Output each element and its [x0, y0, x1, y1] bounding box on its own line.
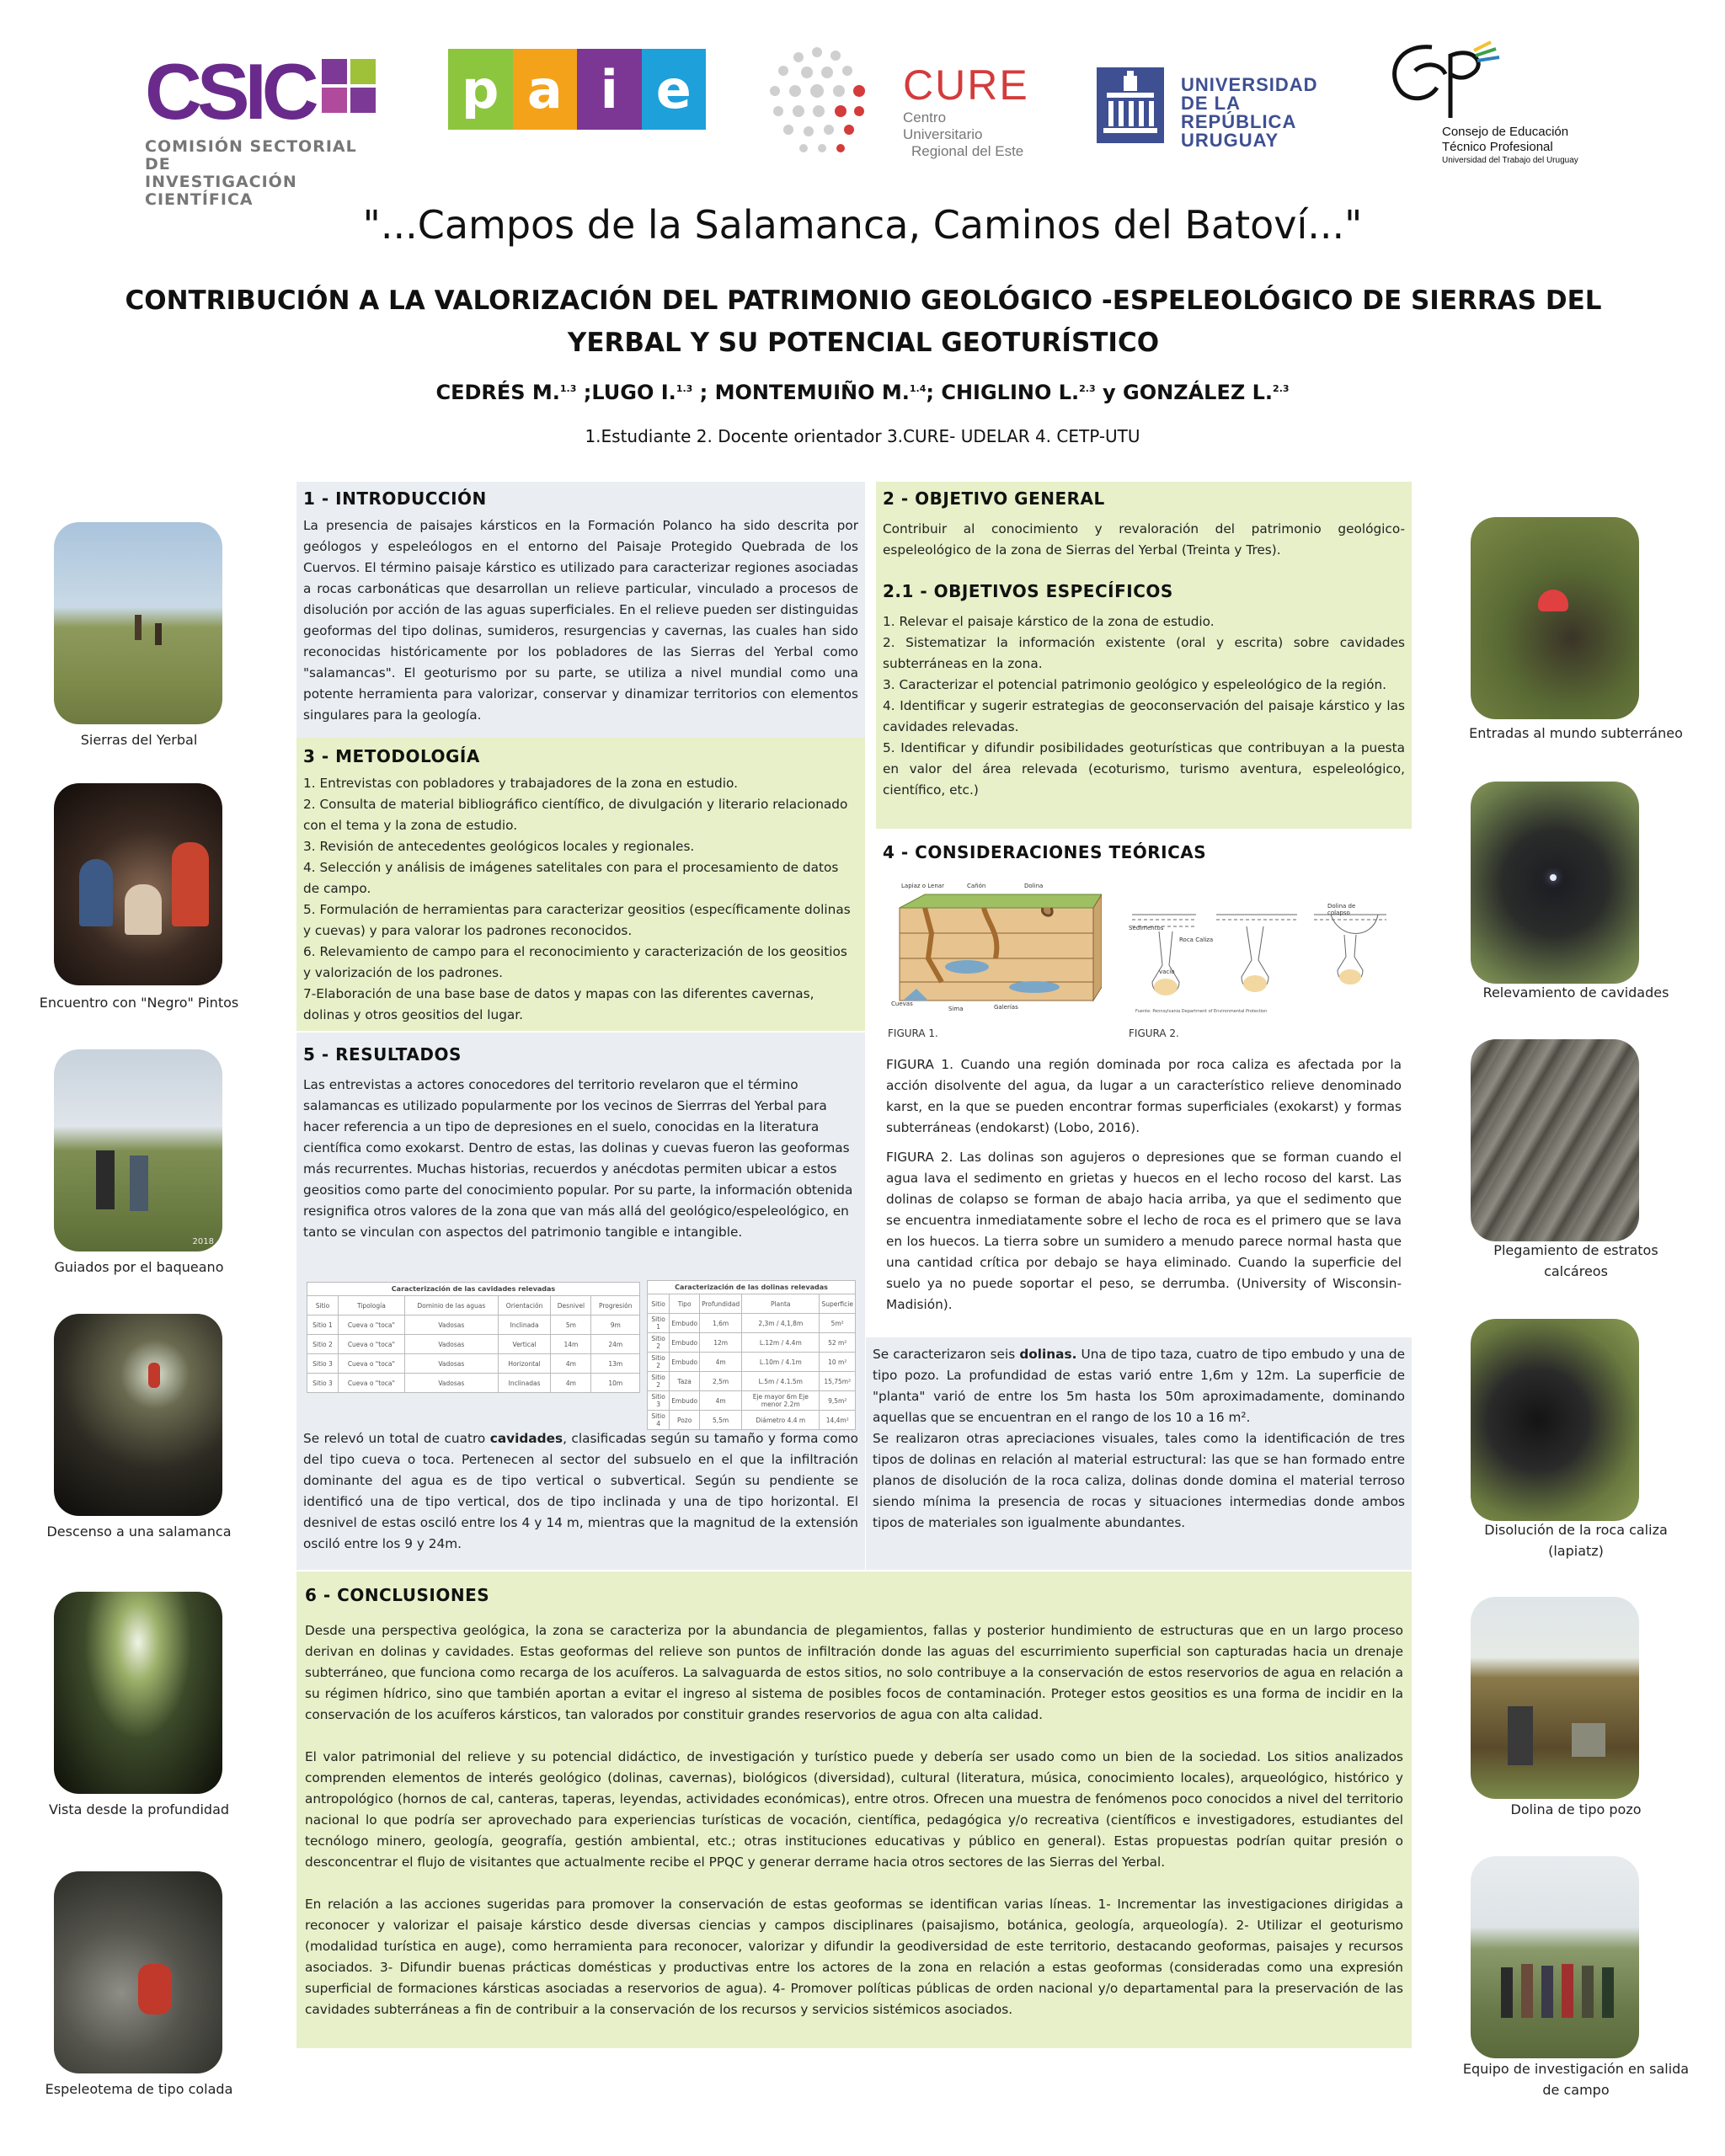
figure-label: Galerías	[994, 1004, 1018, 1011]
table-cell: Pozo	[670, 1411, 700, 1430]
photo-caption: Vista desde la profundidad	[48, 1801, 230, 1817]
table-cell: Sitio 3	[307, 1354, 339, 1374]
photo-date-stamp: 2018	[192, 1237, 214, 1246]
table-cell: 2,5m	[700, 1372, 742, 1391]
methodology-item: 5. Formulación de herramientas para caracterizar geositios (específicamente dolinas y cuevas) y para valorar los padrones reconocidos.	[303, 902, 851, 938]
table-cell: 15,75m²	[820, 1372, 856, 1391]
conclusions-paragraph: Desde una perspectiva geológica, la zona se caracteriza por la abundancia de plegamientos, fallas y posterior hundimiento de estructuras que en un largo proceso derivan en dolinas y cavidades. Estas geoformas del relieve son puntos de infiltración donde las aguas del escurrimiento superficial son capturadas hacia un drenaje subterráneo, que funciona como recarga de los acuíferos. La salvaguarda de estos sitios, no solo contribuye a la conservación de estos reservorios de agua en relación a su régimen hídrico, sino que también aportan a evitar el ingreso al sistema de posibles focos de contaminación. Proteger estos geositios es una forma de incidir en la conservación de los acuíferos kársticos, tan valorados por constituir grandes reservorios de agua con alta calidad.	[305, 1623, 1403, 1722]
results-text: Las entrevistas a actores conocedores del territorio revelaron que el término salamancas es utilizado popularmente por los vecinos de Sierrras del Yerbal para hacer referencia a un tipo de depresiones en el suelo, conocidas en la literatura científica como exokarst. Dentro de estas, las dolinas y cuevas fueron las geoformas más recurrentes. Muchas historias, recuerdos y anécdotas permiten ubicar a estos geositios como parte del conocimiento popular. Por su parte, la información obtenida resignifica otros valores de la zona que van más allá del geológico/espeleológico, en tanto se vinculan con aspectos del patrimonio tangible e intangible.	[303, 1077, 853, 1240]
photo-caption: Guiados por el baqueano	[54, 1259, 224, 1275]
cavities-text	[303, 1428, 858, 1555]
csic-square-icon	[322, 59, 347, 84]
table-cell: 24m	[591, 1335, 640, 1354]
table-header: Tipología	[338, 1296, 404, 1315]
cavities-table	[307, 1282, 640, 1393]
table-cell: Inclinada	[498, 1315, 551, 1335]
figure-source: Fuente: Pennsylvania Department of Environmental Protection	[1135, 1009, 1268, 1014]
specific-objective-item: 4. Identificar y sugerir estrategias de geoconservación del paisaje kárstico y las cavidades relevadas.	[883, 698, 1405, 734]
table-cell: Embudo	[670, 1391, 700, 1411]
table-row	[648, 1391, 856, 1411]
specific-objective-item: 5. Identificar y difundir posibilidades geoturísticas que contribuyan a la puesta en valor del área relevada (ecoturismo, turismo aventura, espeleológico, científico, etc.)	[883, 740, 1405, 798]
cavities-text-pre: Se relevó un total de cuatro	[303, 1431, 490, 1446]
photo-dolina-pozo	[1471, 1597, 1639, 1799]
author-affiliation-sup: 2.3	[1273, 383, 1290, 394]
cure-logo-sub2: Regional del Este	[911, 143, 1024, 159]
poster-title: "...Campos de la Salamanca, Caminos del Batoví..."	[362, 202, 1363, 248]
methodology-item: 2. Consulta de material bibliográfico científico, de divulgación y literario relacionado con el tema y la zona de estudio.	[303, 797, 848, 833]
table-cell: Embudo	[670, 1353, 700, 1372]
udelar-logo-line2: DE LA REPÚBLICA	[1181, 93, 1297, 132]
dolinas-results-section	[866, 1337, 1412, 1570]
table-cell: Cueva o "toca"	[338, 1354, 404, 1374]
csic-square-icon	[322, 88, 347, 113]
author-affiliation-sup: 1.3	[559, 383, 577, 394]
table-header: Sitio	[307, 1296, 339, 1315]
figure1-text: FIGURA 1. Cuando una región dominada por roca caliza es afectada por la acción disolvente del agua, da lugar a un característico relieve denominado karst, en la que se pueden encontrar formas superficiales (exokarst) y formas subterráneas (endokarst) (Lobo, 2016).	[886, 1057, 1402, 1135]
figure-label: Lapiaz o Lenar	[901, 883, 944, 889]
table-cell: 9,5m²	[820, 1391, 856, 1411]
figure2-label: FIGURA 2.	[1129, 1027, 1179, 1039]
photo-caption: Descenso a una salamanca	[46, 1524, 232, 1540]
photo-lapiatz	[1471, 1319, 1639, 1521]
methodology-item: 4. Selección y análisis de imágenes satelitales con para el procesamiento de datos de campo.	[303, 860, 839, 896]
figure-karst-diagram	[891, 883, 1102, 1017]
figure-label: Roca Caliza	[1179, 937, 1214, 943]
cure-dots-icon	[766, 44, 893, 162]
paie-letter: e	[642, 49, 707, 130]
table-cell: Sitio 2	[648, 1372, 670, 1391]
table-header: Profundidad	[700, 1294, 742, 1314]
photo-caption: Sierras del Yerbal	[80, 732, 198, 748]
table-cell: Vertical	[498, 1335, 551, 1354]
author-name: LUGO I.	[591, 381, 676, 404]
table-cell: 14m	[551, 1335, 591, 1354]
author-name: MONTEMUIÑO M.	[714, 381, 910, 404]
results-section	[296, 1033, 865, 1570]
figure-label: Dolina de colapso	[1327, 903, 1356, 916]
figure-label: Sima	[948, 1006, 964, 1012]
paie-letter: i	[577, 49, 642, 130]
udelar-logo-line3: URUGUAY	[1181, 130, 1279, 151]
photo-espeleotema	[54, 1871, 222, 2073]
methodology-section	[296, 738, 865, 1031]
table-cell: 5m	[551, 1315, 591, 1335]
photo-caption: Encuentro con "Negro" Pintos	[39, 995, 239, 1011]
dolinas-text-1	[873, 1344, 1405, 1428]
csic-square-icon	[350, 59, 376, 84]
photo-caption: Equipo de investigación en salida de campo	[1462, 2061, 1690, 2098]
table-cell: 5,5m	[700, 1411, 742, 1430]
figure-label: Cañón	[967, 883, 986, 889]
table-cell: 4m	[551, 1354, 591, 1374]
table-cell: 13m	[591, 1354, 640, 1374]
photo-caption: Espeleotema de tipo colada	[45, 2081, 233, 2097]
table-header: Progresión	[591, 1296, 640, 1315]
table-cell: Vadosas	[404, 1374, 498, 1393]
author-name: CEDRÉS M.	[435, 381, 560, 404]
conclusions-paragraph: En relación a las acciones sugeridas para promover la conservación de estas geoformas se identifican varias líneas. 1- Incrementar las investigaciones dirigidas a reconocer y valorizar el paisaje kárstico desde diversas ciencias y campos disciplinares (paisajismo, botánica, geología, arqueología). 2- Utilizar el geoturismo (modalidad turística en auge), como herramienta para reconocer, valorizar y difundir la geodiversidad de este territorio, destacando geoformas, paisajes y recursos asociados. 3- Difundir buenas prácticas domésticas y productivas entre los actores de la zona en relación a estas geoformas (consideradas como una expresión superficial de formaciones kársticas asociadas a reservorios de agua). 4- Promover políticas públicas de orden nacional y/o departamental para la preservación de las cavidades subterráneas a fin de contribuir a la conservación de los recursos y servicios sistémicos asociados.	[305, 1897, 1403, 2017]
table-row	[648, 1314, 856, 1333]
table-cell: Vadosas	[404, 1315, 498, 1335]
conclusions-heading: 6 - CONCLUSIONES	[305, 1585, 490, 1605]
table-cell: 10 m²	[820, 1353, 856, 1372]
table-header: Tipo	[670, 1294, 700, 1314]
specific-objective-item: 2. Sistematizar la información existente (oral y escrita) sobre cavidades subterráneas en la zona.	[883, 635, 1405, 671]
udelar-logo-line1: UNIVERSIDAD	[1181, 74, 1318, 95]
author-name: CHIGLINO L.	[941, 381, 1080, 404]
objectives-section	[876, 482, 1412, 829]
table-cell: Sitio 4	[648, 1411, 670, 1430]
photo-relevamiento	[1471, 782, 1639, 984]
cavities-text-post: , clasificadas según su tamaño y forma como del tipo cueva o toca. Pertenecen al sector del subsuelo en el que la infiltración dominante del agua es de tipo vertical o subvertical. Según su pendiente se identificó una de tipo vertical, dos de tipo inclinada y una de tipo horizontal. El desnivel de estas osciló entre los 4 y 14 m, mientras que la magnitud de la extensión osciló entre los 9 y 24m.	[303, 1431, 859, 1551]
table-cell: L.12m / 4.4m	[742, 1333, 820, 1353]
table-row	[307, 1374, 640, 1393]
author-affiliation-sup: 1.3	[676, 383, 693, 394]
table-cell: L.10m / 4.1m	[742, 1353, 820, 1372]
figure-label: Sedimentos	[1129, 925, 1164, 931]
table-cell: 2,3m / 4,1,8m	[742, 1314, 820, 1333]
table-row	[307, 1315, 640, 1335]
table-cell: 12m	[700, 1333, 742, 1353]
specific-objectives-heading: 2.1 - OBJETIVOS ESPECÍFICOS	[883, 581, 1173, 601]
author-separator: y	[1095, 381, 1124, 404]
specific-objective-item: 3. Caracterizar el potencial patrimonio geológico y espeleológico de la región.	[883, 677, 1387, 692]
cetp-gear-icon	[1381, 37, 1508, 121]
table-cell: Diámetro 4.4 m	[742, 1411, 820, 1430]
dolinas-table-caption: Caracterización de las dolinas relevadas	[647, 1280, 856, 1294]
dolinas-text-pre: Se caracterizaron seis	[873, 1347, 1020, 1362]
table-cell: 4m	[700, 1353, 742, 1372]
table-cell: 5m²	[820, 1314, 856, 1333]
table-header: Planta	[742, 1294, 820, 1314]
photo-caption: Entradas al mundo subterráneo	[1469, 725, 1683, 741]
csic-logo	[145, 47, 381, 209]
dolinas-table	[647, 1280, 856, 1430]
csic-logo-word: CSIC	[145, 47, 314, 136]
photo-caption: Plegamiento de estratos calcáreos	[1493, 1242, 1658, 1279]
intro-text: La presencia de paisajes kársticos en la Formación Polanco ha sido descrita por geólogos y espeleólogos en el entorno del Paisaje Protegido Quebrada de los Cuervos. El término paisaje kárstico es utilizado para caracterizar regiones asociadas a rocas carbonáticas que desarrollan un relieve particular, vinculado a procesos de disolución por acción de las aguas superficiales. En el relieve pueden ser distinguidas geoformas del tipo dolinas, sumideros, resurgencias y cavernas, las cuales han sido reconocidas históricamente por los pobladores de las Sierras del Yerbal como "salamancas". El geoturismo por su parte, se utiliza a nivel mundial como una potente herramienta para valorizar, conservar y dinamizar territorios con elementos singulares para la geología.	[303, 518, 858, 723]
table-cell: 1,6m	[700, 1314, 742, 1333]
table-header: Sitio	[648, 1294, 670, 1314]
paie-letter: p	[448, 49, 513, 130]
conclusions-paragraph: El valor patrimonial del relieve y su potencial didáctico, de investigación y turístico puede y debería ser usado como un bien de la sociedad. Los sitios analizados comprenden elementos de interés geológico (dolinas, cavernas), biológicos (diversidad), cultural (literatura, música, conocimiento locales), arqueológico, histórico y antropológico (hornos de cal, canteras, taperas, leyendas, actividades económicas), entre otros. Ofrecen una muestra de fenómenos poco conocidos a nivel del territorio nacional lo que podría ser aprovechado para experiencias turísticas de vocación, científica, pedagógica y/o recreativa (científicos e investigadores, estudiantes del tecnólogo minero, geología, geografía, gestión ambiental, etc.; otras instituciones educativas y público en general). Estas propuestas podrían quitar presión o desconcentrar el flujo de visitantes que actualmente recibe el PPQC y generar derrame hacia otros sectores de las Sierras del Yerbal.	[305, 1749, 1403, 1870]
table-cell: L.5m / 4.1.5m	[742, 1372, 820, 1391]
photo-caption: Relevamiento de cavidades	[1482, 985, 1669, 1001]
table-cell: Cueva o "toca"	[338, 1315, 404, 1335]
table-header: Desnivel	[551, 1296, 591, 1315]
figure-label: Dolina	[1024, 883, 1044, 889]
authors-line	[0, 381, 1725, 404]
intro-section	[296, 482, 865, 738]
methodology-heading: 3 - METODOLOGÍA	[303, 746, 480, 766]
table-header: Superficie	[820, 1294, 856, 1314]
table-cell: Sitio 2	[648, 1353, 670, 1372]
table-cell: Taza	[670, 1372, 700, 1391]
dolinas-text-2: Se realizaron otras apreciaciones visuales, tales como la identificación de tres tipos de dolinas en relación al material estructural: las que se han formado entre planos de disolución de la roca caliza, dolinas donde domina el material terroso siendo mínima la presencia de rocas y situaciones intermedias donde ambos tipos de materiales son igualmente abundantes.	[873, 1431, 1405, 1530]
table-row	[648, 1372, 856, 1391]
table-cell: Embudo	[670, 1314, 700, 1333]
photo-descenso	[54, 1314, 222, 1516]
poster-subtitle: CONTRIBUCIÓN A LA VALORIZACIÓN DEL PATRIMONIO GEOLÓGICO -ESPELEOLÓGICO DE SIERRAS DEL YERBAL Y SU POTENCIAL GEOTURÍSTICO	[125, 286, 1602, 358]
author-name: GONZÁLEZ L.	[1123, 381, 1274, 404]
cavities-text-bold: cavidades	[489, 1431, 563, 1446]
cetp-logo-line3: Universidad del Trabajo del Uruguay	[1442, 156, 1578, 165]
table-header: Orientación	[498, 1296, 551, 1315]
table-cell: Horizontal	[498, 1354, 551, 1374]
figure-label: Cuevas	[891, 1001, 913, 1007]
dolinas-text-post: Una de tipo taza, cuatro de tipo embudo y una de tipo pozo. La profundidad de estas varió entre 1,6m y 12m. La superficie de "planta" varió de entre los 5m hasta los 50m aproximadamente, dominando aquellas que se encuentran en el rango de los 10 a 16 m².	[873, 1347, 1406, 1425]
photo-entradas	[1471, 517, 1639, 719]
author-separator: ;	[926, 381, 942, 404]
table-row	[307, 1335, 640, 1354]
udelar-building-icon	[1097, 67, 1164, 143]
table-cell: Sitio 2	[307, 1335, 339, 1354]
general-objective-text: Contribuir al conocimiento y revaloración del patrimonio geológico-espeleológico de la zona de Sierras del Yerbal (Treinta y Tres).	[883, 521, 1405, 558]
cure-logo-sub1: Centro Universitario	[903, 109, 983, 142]
theory-section	[876, 832, 1412, 1337]
cetp-logo	[1381, 37, 1592, 172]
cavities-table-caption: Caracterización de las cavidades relevadas	[307, 1282, 640, 1295]
table-cell: 10m	[591, 1374, 640, 1393]
photo-plegamiento	[1471, 1039, 1639, 1241]
table-row	[648, 1333, 856, 1353]
paie-logo	[448, 49, 706, 130]
methodology-item: 3. Revisión de antecedentes geológicos locales y regionales.	[303, 839, 695, 854]
table-row	[648, 1353, 856, 1372]
table-cell: 9m	[591, 1315, 640, 1335]
csic-logo-sub2: INVESTIGACIÓN CIENTÍFICA	[145, 173, 297, 209]
paie-letter: a	[513, 49, 578, 130]
figure-label: vacío	[1159, 969, 1175, 975]
table-cell: Cueva o "toca"	[338, 1374, 404, 1393]
figure1-label: FIGURA 1.	[888, 1027, 938, 1039]
specific-objective-item: 1. Relevar el paisaje kárstico de la zona de estudio.	[883, 614, 1215, 629]
dolinas-text-bold: dolinas.	[1019, 1347, 1077, 1362]
table-cell: 52 m²	[820, 1333, 856, 1353]
table-cell: Inclinadas	[498, 1374, 551, 1393]
photo-equipo	[1471, 1856, 1639, 2058]
table-cell: Sitio 1	[648, 1314, 670, 1333]
photo-caption: Dolina de tipo pozo	[1510, 1801, 1642, 1817]
table-cell: Vadosas	[404, 1335, 498, 1354]
csic-square-icon	[350, 88, 376, 113]
table-cell: 4m	[700, 1391, 742, 1411]
theory-heading: 4 - CONSIDERACIONES TEÓRICAS	[883, 842, 1207, 862]
figure-sinkhole-diagram	[1129, 906, 1390, 1016]
table-cell: Sitio 3	[648, 1391, 670, 1411]
csic-logo-sub1: COMISIÓN SECTORIAL DE	[145, 137, 357, 173]
affiliations: 1.Estudiante 2. Docente orientador 3.CURE- UDELAR 4. CETP-UTU	[585, 426, 1140, 446]
author-affiliation-sup: 1.4	[909, 383, 927, 394]
cure-logo-word: CURE	[903, 61, 1029, 109]
photo-baqueano	[54, 1049, 222, 1251]
figure2-text: FIGURA 2. Las dolinas son agujeros o depresiones que se forman cuando el agua lava el sedimento en grietas y huecos en el lecho rocoso del karst. Las dolinas de colapso se forman de abajo hacia arriba, ya que el sedimento que se encuentra inmediatamente sobre el lecho de roca es el primero que se lava en los huecos. La tierra sobre un sumidero a menudo parece normal hasta que una cantidad crítica por debajo se haya eliminado. Cuando la superficie del suelo ya no puede soportar el peso, se derrumba. (University of Wisconsin-Madisión).	[886, 1150, 1402, 1312]
photo-caption: Disolución de la roca caliza (lapiatz)	[1484, 1522, 1668, 1559]
table-row	[307, 1354, 640, 1374]
table-cell: Sitio 3	[307, 1374, 339, 1393]
table-cell: 4m	[551, 1374, 591, 1393]
table-cell: Sitio 2	[648, 1333, 670, 1353]
table-cell: Vadosas	[404, 1354, 498, 1374]
table-cell: 14,4m²	[820, 1411, 856, 1430]
table-row	[648, 1411, 856, 1430]
table-cell: Cueva o "toca"	[338, 1335, 404, 1354]
cetp-logo-line1: Consejo de Educación	[1442, 125, 1569, 139]
cetp-logo-line2: Técnico Profesional	[1442, 140, 1553, 154]
table-cell: Eje mayor 6m Eje menor 2.2m	[742, 1391, 820, 1411]
author-separator: ;	[692, 381, 715, 404]
methodology-item: 6. Relevamiento de campo para el reconocimiento y caracterización de los geositios y valorización de los padrones.	[303, 944, 847, 980]
author-affiliation-sup: 2.3	[1079, 383, 1096, 394]
methodology-item: 7-Elaboración de una base base de datos y mapas con las diferentes cavernas, dolinas y otros geositios del lugar.	[303, 986, 814, 1022]
cure-logo	[766, 44, 1029, 159]
table-cell: Sitio 1	[307, 1315, 339, 1335]
intro-heading: 1 - INTRODUCCIÓN	[303, 488, 487, 509]
photo-encuentro	[54, 783, 222, 985]
author-separator: ;	[576, 381, 592, 404]
table-cell: Embudo	[670, 1333, 700, 1353]
table-header: Dominio de las aguas	[404, 1296, 498, 1315]
udelar-logo	[1097, 67, 1349, 152]
photo-profundidad	[54, 1592, 222, 1794]
methodology-item: 1. Entrevistas con pobladores y trabajadores de la zona en estudio.	[303, 776, 738, 791]
results-heading: 5 - RESULTADOS	[303, 1044, 462, 1065]
photo-sierras	[54, 522, 222, 724]
general-objective-heading: 2 - OBJETIVO GENERAL	[883, 488, 1105, 509]
conclusions-section	[296, 1572, 1412, 2048]
